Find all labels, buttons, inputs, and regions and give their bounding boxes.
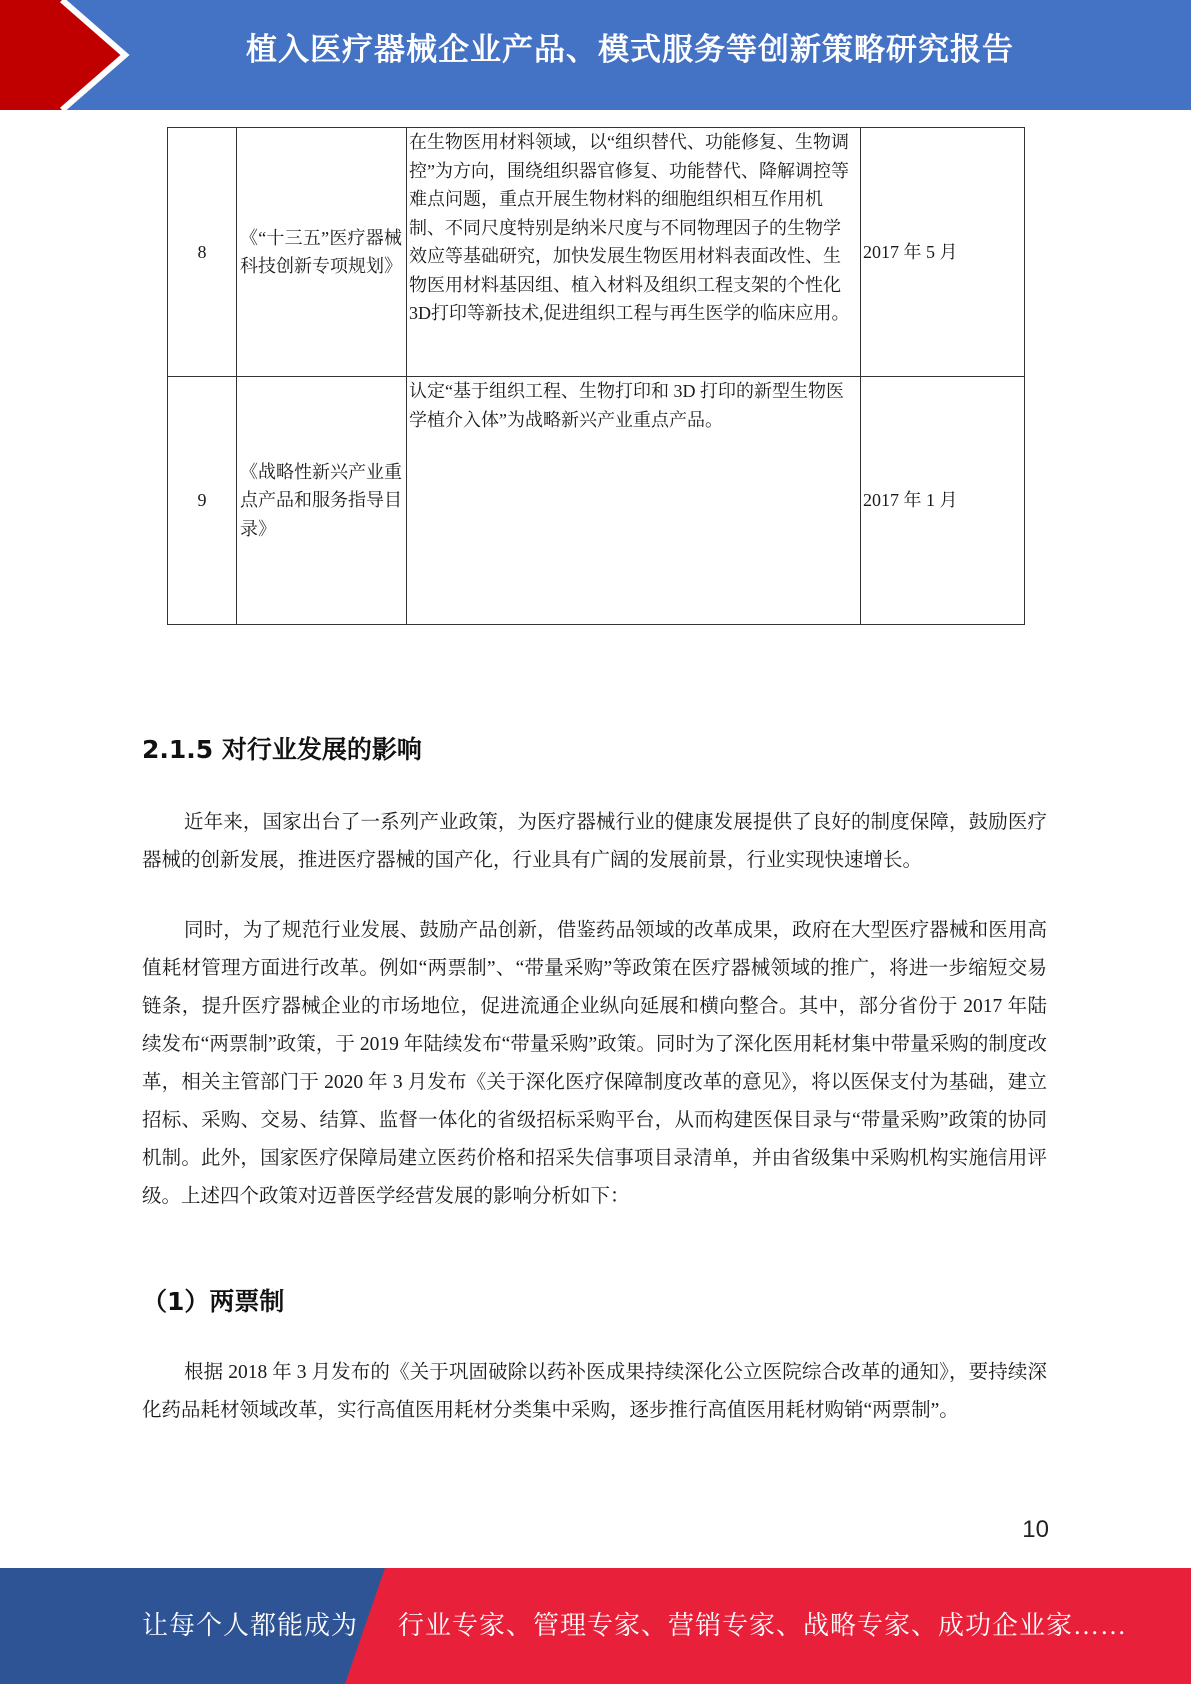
- body-paragraph: 根据 2018 年 3 月发布的《关于巩固破除以药补医成果持续深化公立医院综合改革的通知》，要持续深化药品耗材领域改革，实行高值医用耗材分类集中采购，逐步推行高值医用耗材购销“两票制”。: [142, 1362, 1047, 1421]
- policy-name: 《“十三五”医疗器械科技创新专项规划》: [237, 128, 407, 377]
- page-footer: [0, 1568, 1191, 1684]
- policy-name: 《战略性新兴产业重点产品和服务指导目录》: [237, 377, 407, 625]
- footer-slogan-left: 让每个人都能成为: [142, 1611, 359, 1640]
- policy-content: 认定“基于组织工程、生物打印和 3D 打印的新型生物医学植介入体”为战略新兴产业重点产品。: [407, 377, 861, 625]
- policy-table: [167, 127, 1025, 625]
- body-paragraph: 近年来，国家出台了一系列产业政策，为医疗器械行业的健康发展提供了良好的制度保障，鼓励医疗器械的创新发展，推进医疗器械的国产化，行业具有广阔的发展前景，行业实现快速增长。: [142, 812, 1047, 871]
- table-row: [168, 128, 1025, 377]
- policy-date: 2017 年 1 月: [861, 377, 1025, 625]
- subsection-heading: （1）两票制: [142, 1287, 285, 1316]
- row-number: 8: [168, 128, 237, 377]
- header-title: 植入医疗器械企业产品、模式服务等创新策略研究报告: [246, 32, 1014, 68]
- section-heading: 2.1.5 对行业发展的影响: [142, 735, 422, 764]
- footer-slogan-right: 行业专家、管理专家、营销专家、战略专家、成功企业家……: [398, 1611, 1128, 1640]
- page-header: [0, 0, 1191, 110]
- header-arrow-decoration: [0, 0, 200, 110]
- row-number: 9: [168, 377, 237, 625]
- page-number: 10: [1022, 1516, 1049, 1543]
- table-row: [168, 377, 1025, 625]
- body-paragraph: 同时，为了规范行业发展、鼓励产品创新，借鉴药品领域的改革成果，政府在大型医疗器械和医用高值耗材管理方面进行改革。例如“两票制”、“带量采购”等政策在医疗器械领域的推广，将进一步缩短交易链条，提升医疗器械企业的市场地位，促进流通企业纵向延展和横向整合。其中，部分省份于 2017 年陆续发布“两票制”政策，于 2019 年陆续发布“带量采购”政策。同时为了深化医用耗材集中带量采购的制度改革，相关主管部门于 2020 年 3 月发布《关于深化医疗保障制度改革的意见》，将以医保支付为基础，建立招标、采购、交易、结算、监督一体化的省级招标采购平台，从而构建医保目录与“带量采购”政策的协同机制。此外，国家医疗保障局建立医药价格和招采失信事项目录清单，并由省级集中采购机构实施信用评级。上述四个政策对迈普医学经营发展的影响分析如下：: [142, 920, 1047, 1207]
- policy-date: 2017 年 5 月: [861, 128, 1025, 377]
- policy-content: 在生物医用材料领域，以“组织替代、功能修复、生物调控”为方向，围绕组织器官修复、功能替代、降解调控等难点问题，重点开展生物材料的细胞组织相互作用机制、不同尺度特别是纳米尺度与不同物理因子的生物学效应等基础研究，加快发展生物医用材料表面改性、生物医用材料基因组、植入材料及组织工程支架的个性化3D打印等新技术,促进组织工程与再生医学的临床应用。: [407, 128, 861, 377]
